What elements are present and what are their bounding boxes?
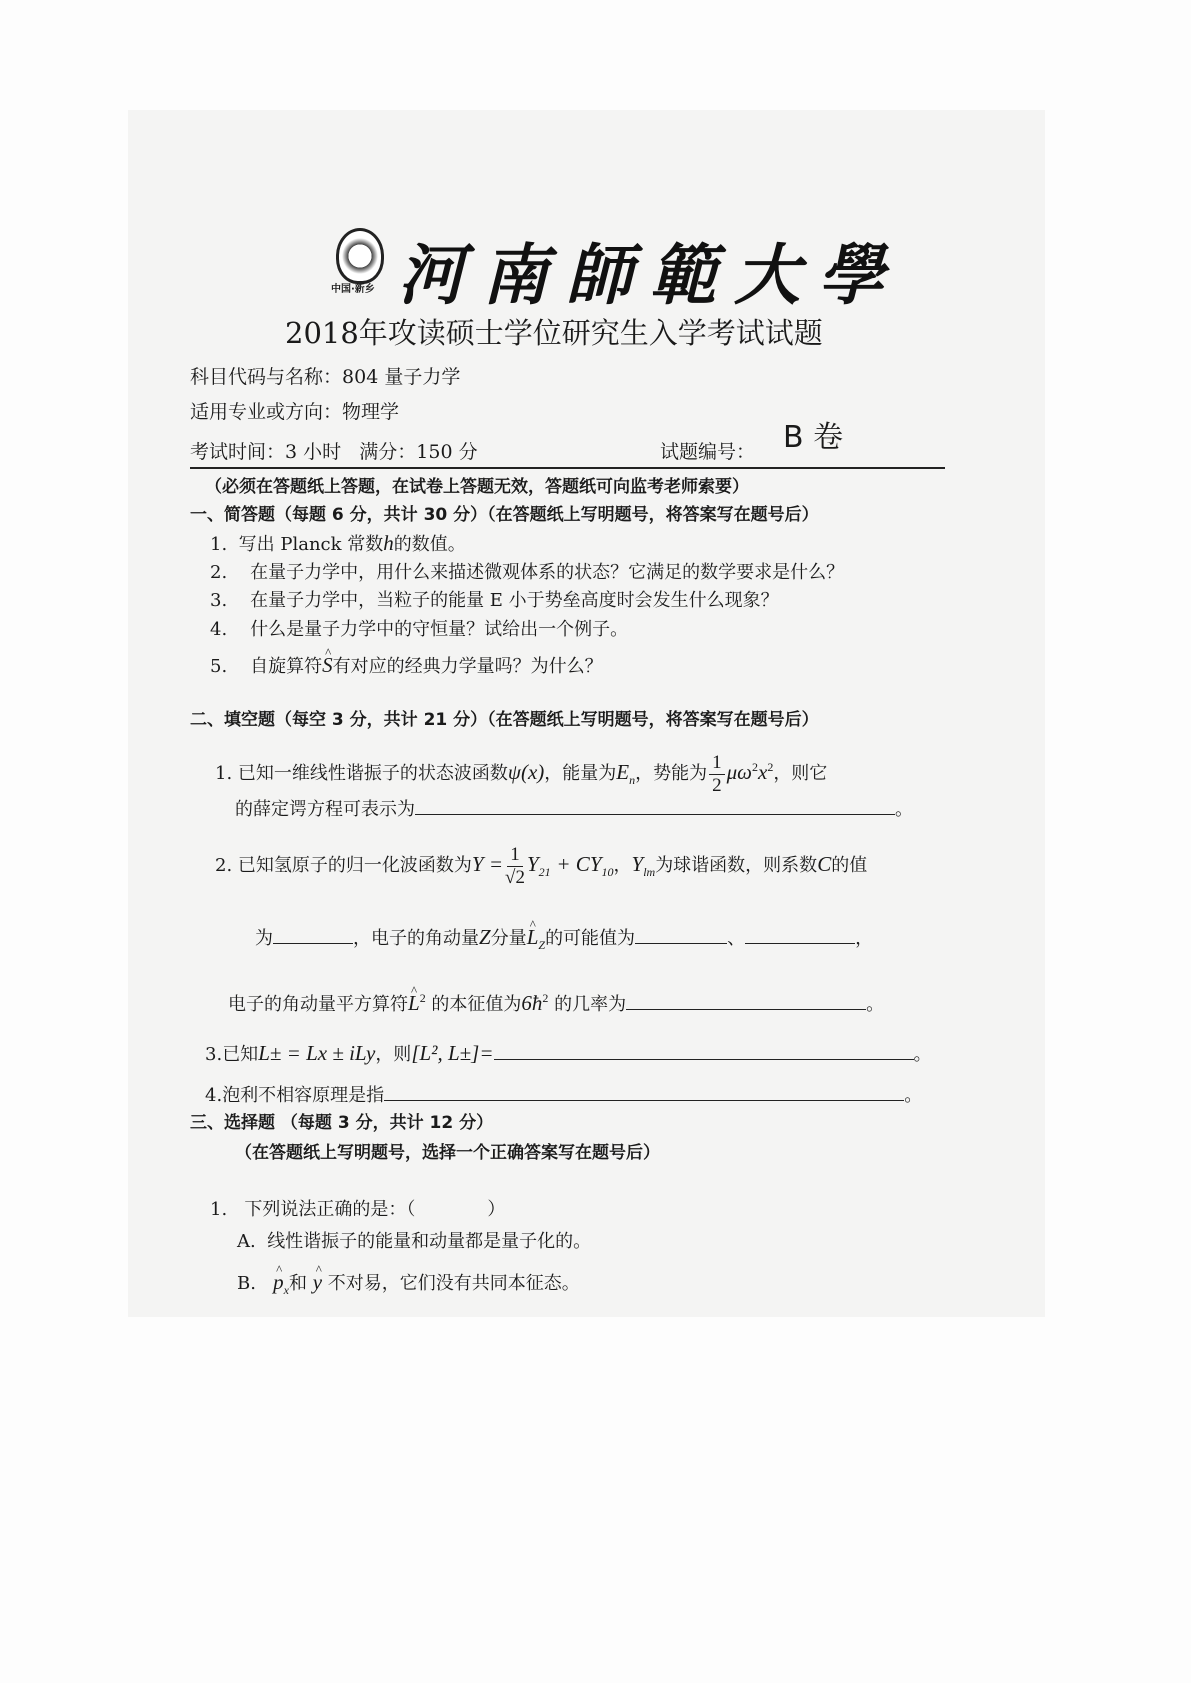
item-number: 4. [210, 619, 228, 640]
notice: （必须在答题纸上答题，在试卷上答题无效，答题纸可向监考老师索要） [205, 477, 749, 497]
item-number: 1. [210, 1199, 228, 1220]
paper-no-value: B 卷 [783, 420, 844, 455]
s3-q1-option-a [237, 1230, 591, 1254]
s2-q1-line2 [235, 796, 913, 822]
item-text: 自旋算符 [250, 656, 323, 677]
period: 。 [866, 994, 885, 1015]
math-sub: 10 [601, 865, 614, 879]
item-text: ，电子的角动量 [353, 928, 479, 949]
math-C: C [817, 852, 832, 876]
s2-q4 [205, 1082, 922, 1108]
item-text: 在量子力学中，用什么来描述微观体系的状态？它满足的数学要求是什么？ [250, 562, 845, 583]
item-text: 电子的角动量平方算符 [228, 994, 408, 1015]
period: 。 [904, 1085, 923, 1106]
subject-label: 科目代码与名称： [190, 366, 343, 388]
s2-q2 [215, 840, 867, 896]
denominator: 2 [712, 774, 722, 796]
math-commutator: [L², L±]= [411, 1041, 494, 1065]
s1-item-1 [210, 531, 466, 557]
answer-blank[interactable] [384, 1082, 904, 1101]
section3-subtitle: （在答题纸上写明题号，选择一个正确答案写在题号后） [235, 1143, 660, 1163]
item-text: ，则 [375, 1044, 412, 1065]
math-Ylm: Y [631, 852, 644, 876]
math-spin-operator: ^ S [322, 653, 333, 677]
option-text: 线性谐振子的能量和动量都是量子化的。 [267, 1231, 592, 1252]
math-Y: Y = [471, 852, 504, 876]
s2-q2-line3 [228, 986, 884, 1017]
answer-blank[interactable] [745, 925, 855, 944]
item-text: 的值 [831, 855, 868, 876]
time-value: 3 小时 [285, 441, 342, 463]
numerator: 1 [507, 844, 523, 867]
item-text: 写出 Planck 常数 [238, 534, 384, 555]
item-text: 泡利不相容原理是指 [222, 1085, 385, 1106]
major-value: 物理学 [342, 401, 400, 423]
period: 。 [913, 1044, 932, 1065]
item-number: 3. [205, 1044, 223, 1065]
item-text: ，则它 [773, 763, 828, 784]
item-number: 3. [210, 590, 228, 611]
s2-q3 [205, 1041, 932, 1067]
s3-q1-option-b [237, 1270, 580, 1302]
answer-blank[interactable] [635, 925, 727, 944]
math-CY10: + CY [556, 852, 602, 876]
math-sup: 2 [419, 991, 426, 1005]
seal-caption: 中国·新乡 [331, 284, 375, 295]
option-text: 和 [288, 1273, 307, 1294]
score-value: 150 分 [416, 441, 478, 463]
time-line [190, 440, 478, 464]
major-line [190, 400, 399, 424]
item-text: 什么是量子力学中的守恒量？试给出一个例子。 [250, 619, 629, 640]
major-label: 适用专业或方向： [190, 401, 343, 423]
math-sub: n [629, 773, 636, 787]
item-text: 已知 [222, 1044, 259, 1065]
section1-title: 一、简答题（每题 6 分，共计 30 分）（在答题纸上写明题号，将答案写在题号后） [190, 505, 819, 525]
math-sup: 2 [751, 760, 758, 774]
s2-q1 [215, 745, 827, 802]
s1-item-3 [210, 589, 779, 613]
math-Z: Z [479, 925, 491, 949]
score-label: 满分： [359, 441, 417, 463]
time-label: 考试时间： [190, 441, 286, 463]
item-number: 1. [210, 534, 228, 555]
paper-no-label: 试题编号： [660, 441, 756, 463]
item-number: 2. [210, 562, 228, 583]
item-text: ，能量为 [544, 763, 617, 784]
item-text: ，势能为 [635, 763, 708, 784]
math-y: ^ y [313, 1270, 322, 1294]
math-sup: 2 [767, 760, 774, 774]
comma: ， [613, 855, 632, 876]
item-text: 分量 [490, 928, 527, 949]
math-x: x [757, 760, 768, 784]
option-label: A. [237, 1231, 256, 1252]
math-sub: x [283, 1283, 289, 1297]
item-number: 1. [215, 763, 233, 784]
comma: ， [855, 928, 874, 949]
s1-item-5 [210, 653, 603, 679]
s3-q1 [210, 1198, 505, 1222]
s1-item-4 [210, 618, 628, 642]
subject-line [190, 365, 460, 389]
section3-title: 三、选择题 （每题 3 分，共计 12 分） [190, 1113, 494, 1133]
university-logo-text: 河南師範大學 [398, 236, 902, 314]
item-text: 在量子力学中，当粒子的能量 E 小于势垒高度时会发生什么现象？ [250, 590, 779, 611]
answer-blank[interactable] [415, 796, 895, 815]
item-text: 已知一维线性谐振子的状态波函数 [237, 763, 508, 784]
item-text: 为球谐函数，则系数 [655, 855, 818, 876]
item-number: 5. [210, 656, 228, 677]
math-px: ^ p [273, 1270, 284, 1294]
math-sub: Z [538, 938, 546, 952]
option-text: 不对易，它们没有共同本征态。 [327, 1273, 580, 1294]
item-text: 为 [255, 928, 273, 949]
item-text: 下列说法正确的是：（ ） [244, 1199, 506, 1220]
header-divider [190, 467, 945, 469]
item-number: 4. [205, 1085, 223, 1106]
item-text: 的几率为 [554, 994, 627, 1015]
denominator: √2 [505, 866, 525, 888]
numerator: 1 [709, 752, 725, 775]
math-sup: 2 [542, 991, 549, 1005]
math-Y21: Y [526, 852, 539, 876]
math-psi: ψ(x) [507, 760, 545, 784]
option-label: B. [237, 1273, 256, 1294]
math-h: h [383, 531, 394, 555]
fraction-half [709, 752, 725, 797]
math-E: E [616, 760, 630, 784]
subject-value: 804 量子力学 [342, 366, 461, 388]
university-seal-icon [336, 228, 384, 284]
separator: 、 [727, 928, 746, 949]
item-text: 已知氢原子的归一化波函数为 [237, 855, 472, 876]
item-text: 的薛定谔方程可表示为 [235, 799, 415, 820]
exam-title: 2018年攻读硕士学位研究生入学考试试题 [285, 316, 823, 350]
answer-blank[interactable] [626, 991, 866, 1010]
section2-title: 二、填空题（每空 3 分，共计 21 分）（在答题纸上写明题号，将答案写在题号后） [190, 710, 819, 730]
item-text: 的本征值为 [431, 994, 522, 1015]
answer-blank[interactable] [273, 925, 353, 944]
math-ladder-operator: L± = Lx ± iLy [258, 1041, 376, 1065]
math-mu-omega: μω [726, 760, 752, 784]
item-text: 的可能值为 [545, 928, 636, 949]
fraction-inv-sqrt2 [505, 844, 525, 889]
item-number: 2. [215, 855, 233, 876]
math-L2: ^ L [408, 991, 420, 1015]
math-sub: lm [643, 865, 656, 879]
math-Lz: ^ L [527, 925, 539, 949]
s1-item-2 [210, 561, 844, 585]
answer-blank[interactable] [494, 1041, 914, 1060]
item-text: 的数值。 [393, 534, 466, 555]
s2-q2-line2 [255, 925, 873, 957]
math-6hbar: 6ħ [521, 991, 543, 1015]
item-text: 有对应的经典力学量吗？为什么？ [332, 656, 603, 677]
period: 。 [895, 799, 913, 820]
math-sub: 21 [538, 865, 551, 879]
